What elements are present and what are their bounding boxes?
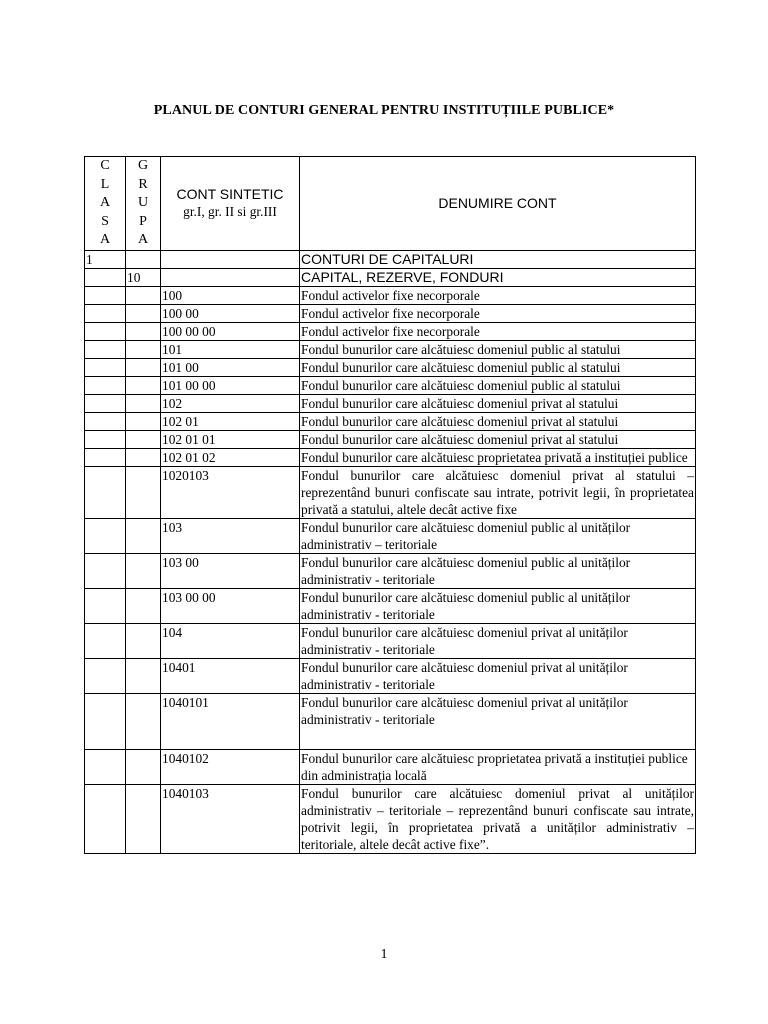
table-header-row <box>85 157 696 251</box>
denumire-cont-cell: Fondul bunurilor care alcătuiesc domeniul privat al statului – reprezentând bunuri confiscate sau intrate, potrivit legii, în proprietatea privată a statului, altele decât active fixe <box>301 467 694 517</box>
table-row <box>85 340 696 358</box>
clasa-cell <box>85 376 126 394</box>
header-clasa-letter: S <box>101 213 109 229</box>
header-cont-line1: CONT SINTETIC <box>176 186 284 203</box>
grupa-cell <box>126 784 161 853</box>
grupa-cell <box>126 518 161 553</box>
grupa-cell <box>126 749 161 784</box>
cont-sintetic-cell: 100 <box>161 286 300 304</box>
header-grupa-letter: A <box>137 232 149 247</box>
clasa-cell <box>85 394 126 412</box>
denumire-cont-cell: Fondul activelor fixe necorporale <box>300 304 696 322</box>
clasa-cell <box>85 268 126 286</box>
table-row <box>85 693 696 749</box>
table-row <box>85 430 696 448</box>
grupa-cell: 10 <box>126 268 161 286</box>
header-grupa <box>126 157 161 251</box>
denumire-cont-cell: Fondul activelor fixe necorporale <box>300 322 696 340</box>
denumire-cont-cell: Fondul bunurilor care alcătuiesc domeniul public al unităților administrativ - teritoriale <box>300 588 696 623</box>
cont-sintetic-cell <box>161 250 300 268</box>
table-row <box>85 466 696 518</box>
denumire-cont-cell: Fondul bunurilor care alcătuiesc domeniul privat al unităților administrativ - teritoriale <box>300 693 696 749</box>
grupa-cell <box>126 588 161 623</box>
document-title: PLANUL DE CONTURI GENERAL PENTRU INSTITUȚIILE PUBLICE* <box>153 103 615 118</box>
denumire-cont-cell: Fondul bunurilor care alcătuiesc domeniul privat al statului <box>300 394 696 412</box>
table-row <box>85 358 696 376</box>
table-row <box>85 412 696 430</box>
table-row <box>85 250 696 268</box>
cont-sintetic-cell: 103 00 00 <box>161 588 300 623</box>
table-row <box>85 658 696 693</box>
cont-sintetic-cell: 102 01 02 <box>161 448 300 466</box>
denumire-cont-cell: Fondul bunurilor care alcătuiesc domeniul privat al unităților administrativ - teritoriale <box>300 658 696 693</box>
table-row <box>85 553 696 588</box>
grupa-cell <box>126 358 161 376</box>
clasa-cell <box>85 749 126 784</box>
cont-sintetic-cell: 1020103 <box>161 466 300 518</box>
denumire-cont-cell: Fondul bunurilor care alcătuiesc domeniul public al statului <box>300 340 696 358</box>
denumire-cont-cell: Fondul activelor fixe necorporale <box>300 286 696 304</box>
header-grupa-letter: U <box>137 195 149 210</box>
clasa-cell <box>85 466 126 518</box>
page-number: 1 <box>380 947 388 962</box>
grupa-cell <box>126 623 161 658</box>
denumire-cont-cell: CAPITAL, REZERVE, FONDURI <box>300 268 696 286</box>
clasa-cell <box>85 784 126 853</box>
grupa-cell <box>126 448 161 466</box>
cont-sintetic-cell: 101 00 <box>161 358 300 376</box>
cont-sintetic-cell: 100 00 00 <box>161 322 300 340</box>
grupa-cell <box>126 658 161 693</box>
header-denumire-cont: DENUMIRE CONT <box>300 157 696 251</box>
denumire-cont-cell: Fondul bunurilor care alcătuiesc domeniul privat al statului <box>300 412 696 430</box>
clasa-cell <box>85 340 126 358</box>
header-grupa-letter: P <box>139 213 147 229</box>
header-clasa-letter: C <box>100 158 110 173</box>
header-clasa-letter: L <box>100 176 110 192</box>
table-row <box>85 784 696 853</box>
table-row <box>85 448 696 466</box>
table-row <box>85 394 696 412</box>
cont-sintetic-cell: 103 00 <box>161 553 300 588</box>
header-clasa <box>85 157 126 251</box>
clasa-cell <box>85 322 126 340</box>
grupa-cell <box>126 553 161 588</box>
clasa-cell <box>85 304 126 322</box>
grupa-cell <box>126 322 161 340</box>
table-row <box>85 376 696 394</box>
denumire-cont-cell: Fondul bunurilor care alcătuiesc domeniul public al statului <box>300 358 696 376</box>
denumire-cont-cell: Fondul bunurilor care alcătuiesc domeniul public al statului <box>300 376 696 394</box>
grupa-cell <box>126 430 161 448</box>
grupa-cell <box>126 340 161 358</box>
denumire-cont-cell: Fondul bunurilor care alcătuiesc domeniul privat al statului <box>300 430 696 448</box>
cont-sintetic-cell: 103 <box>161 518 300 553</box>
denumire-cont-cell: Fondul bunurilor care alcătuiesc domeniul public al unităților administrativ – teritoriale <box>300 518 696 553</box>
table-row <box>85 588 696 623</box>
cont-sintetic-cell: 102 01 01 <box>161 430 300 448</box>
cont-sintetic-cell: 100 00 <box>161 304 300 322</box>
cont-sintetic-cell: 1040101 <box>161 693 300 749</box>
cont-sintetic-cell: 101 00 00 <box>161 376 300 394</box>
table-row <box>85 749 696 784</box>
table-row <box>85 286 696 304</box>
clasa-cell: 1 <box>85 250 126 268</box>
header-clasa-letter: A <box>99 232 111 247</box>
clasa-cell <box>85 518 126 553</box>
grupa-cell <box>126 693 161 749</box>
header-grupa-letter: G <box>137 158 149 173</box>
cont-sintetic-cell: 1040103 <box>161 784 300 853</box>
table-row <box>85 322 696 340</box>
grupa-cell <box>126 376 161 394</box>
clasa-cell <box>85 623 126 658</box>
table-row <box>85 268 696 286</box>
clasa-cell <box>85 553 126 588</box>
clasa-cell <box>85 658 126 693</box>
header-cont-line2: gr.I, gr. II si gr.III <box>183 204 277 220</box>
denumire-cont-cell: Fondul bunurilor care alcătuiesc proprietatea privată a instituției publice din administrația locală <box>300 749 696 784</box>
header-grupa-letter: R <box>138 176 148 192</box>
clasa-cell <box>85 693 126 749</box>
cont-sintetic-cell: 10401 <box>161 658 300 693</box>
header-clasa-letter: A <box>99 195 111 210</box>
denumire-cont-cell: CONTURI DE CAPITALURI <box>300 250 696 268</box>
header-cont-sintetic <box>161 157 300 251</box>
cont-sintetic-cell: 102 <box>161 394 300 412</box>
clasa-cell <box>85 412 126 430</box>
clasa-cell <box>85 588 126 623</box>
denumire-cont-cell: Fondul bunurilor care alcătuiesc domeniul public al unităților administrativ - teritoriale <box>300 553 696 588</box>
cont-sintetic-cell: 1040102 <box>161 749 300 784</box>
cont-sintetic-cell: 101 <box>161 340 300 358</box>
grupa-cell <box>126 466 161 518</box>
grupa-cell <box>126 286 161 304</box>
cont-sintetic-cell <box>161 268 300 286</box>
denumire-cont-cell: Fondul bunurilor care alcătuiesc domeniul privat al unităților administrativ - teritoriale <box>300 623 696 658</box>
cont-sintetic-cell: 104 <box>161 623 300 658</box>
clasa-cell <box>85 358 126 376</box>
accounts-table <box>84 156 696 854</box>
clasa-cell <box>85 286 126 304</box>
denumire-cont-cell: Fondul bunurilor care alcătuiesc proprietatea privată a instituției publice <box>300 448 696 466</box>
cont-sintetic-cell: 102 01 <box>161 412 300 430</box>
grupa-cell <box>126 394 161 412</box>
clasa-cell <box>85 430 126 448</box>
table-body <box>85 250 696 853</box>
table-row <box>85 518 696 553</box>
grupa-cell <box>126 250 161 268</box>
clasa-cell <box>85 448 126 466</box>
grupa-cell <box>126 412 161 430</box>
denumire-cont-cell: Fondul bunurilor care alcătuiesc domeniul privat al unităților administrativ – teritoriale – reprezentând bunuri confiscate sau intrate, potrivit legii, în proprietatea privată a unităților administrativ – teritoriale, altele decât active fixe”. <box>301 785 694 852</box>
table-row <box>85 304 696 322</box>
grupa-cell <box>126 304 161 322</box>
table-row <box>85 623 696 658</box>
